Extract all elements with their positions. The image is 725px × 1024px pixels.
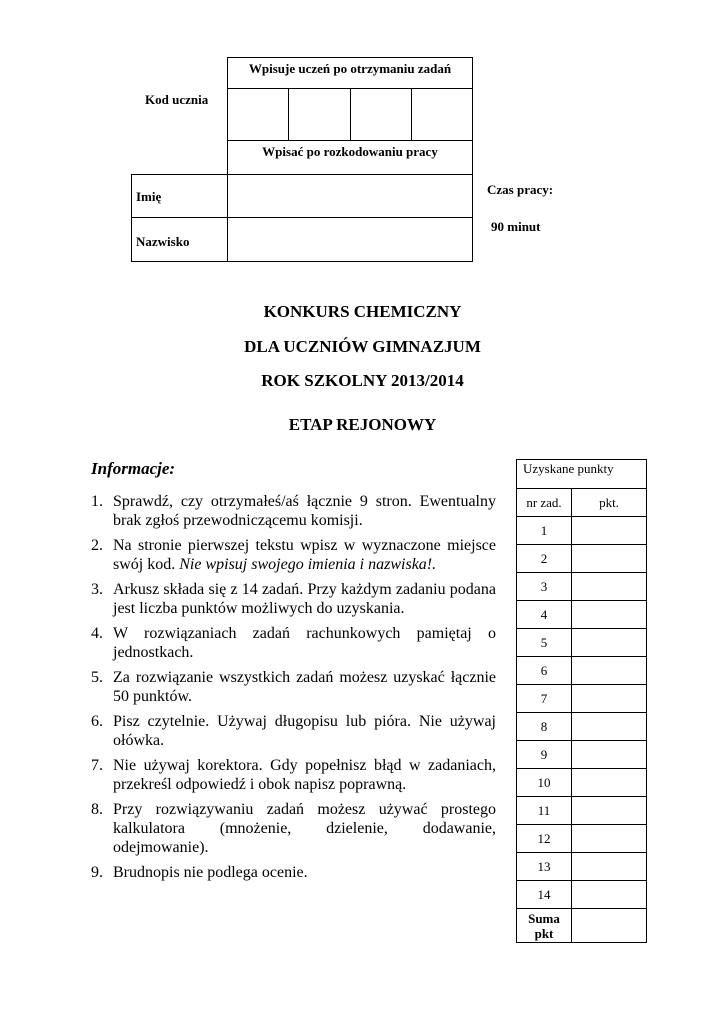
code-input-cell[interactable] (412, 89, 472, 139)
score-col-task: nr zad. (517, 489, 572, 517)
points-cell[interactable] (572, 713, 647, 741)
score-table (516, 459, 647, 943)
list-item: 8. Przy rozwiązywaniu zadań możesz używać prostego kalkulatora (mnożenie, dzielenie, dodawanie, odejmowanie). (91, 801, 496, 856)
points-cell[interactable] (572, 741, 647, 769)
table-row: 12 (517, 825, 647, 853)
points-cell[interactable] (572, 825, 647, 853)
sum-label: Suma pkt (517, 909, 572, 943)
info-heading: Informacje: (91, 459, 176, 478)
info-list (91, 492, 496, 888)
imie-label: Imię (136, 189, 162, 204)
title-line-3: ROK SZKOLNY 2013/2014 (261, 371, 464, 390)
points-cell[interactable] (572, 545, 647, 573)
points-cell[interactable] (572, 601, 647, 629)
table-row: 2 (517, 545, 647, 573)
points-cell[interactable] (572, 517, 647, 545)
points-cell[interactable] (572, 881, 647, 909)
code-input-cell[interactable] (351, 89, 410, 139)
table-row: 14 (517, 881, 647, 909)
code-box-bottom-label: Wpisać po rozkodowaniu pracy (262, 144, 438, 159)
czas-pracy-label: Czas pracy: (487, 182, 554, 197)
nazwisko-field[interactable] (228, 218, 472, 261)
table-row: 4 (517, 601, 647, 629)
points-cell[interactable] (572, 657, 647, 685)
table-row: 7 (517, 685, 647, 713)
table-row: 6 (517, 657, 647, 685)
points-cell[interactable] (572, 629, 647, 657)
table-row: 3 (517, 573, 647, 601)
table-row: 11 (517, 797, 647, 825)
table-row: 5 (517, 629, 647, 657)
score-col-points: pkt. (572, 489, 647, 517)
title-line-2: DLA UCZNIÓW GIMNAZJUM (244, 337, 481, 356)
table-row: 13 (517, 853, 647, 881)
list-item: 6. Pisz czytelnie. Używaj długopisu lub pióra. Nie używaj ołówka. (91, 713, 496, 749)
list-item: 9. Brudnopis nie podlega ocenie. (91, 864, 308, 881)
points-cell[interactable] (572, 685, 647, 713)
imie-field[interactable] (228, 175, 472, 217)
points-cell[interactable] (572, 797, 647, 825)
table-row: 9 (517, 741, 647, 769)
nazwisko-label: Nazwisko (136, 234, 190, 249)
list-item: 5. Za rozwiązanie wszystkich zadań możesz uzyskać łącznie 50 punktów. (91, 669, 496, 705)
table-row: 1 (517, 517, 647, 545)
list-item: 4. W rozwiązaniach zadań rachunkowych pamiętaj o jednostkach. (91, 625, 496, 661)
list-item: 1. Sprawdź, czy otrzymałeś/aś łącznie 9 stron. Ewentualny brak zgłoś przewodniczącemu komisji. (91, 493, 496, 529)
code-input-cell[interactable] (289, 89, 349, 139)
stage-title: ETAP REJONOWY (288, 415, 437, 434)
list-item: 2. Na stronie pierwszej tekstu wpisz w wyznaczone miejsce swój kod. Nie wpisuj swojego imienia i nazwiska!. (91, 537, 496, 573)
points-cell[interactable] (572, 573, 647, 601)
points-cell[interactable] (572, 853, 647, 881)
score-caption: Uzyskane punkty (517, 460, 647, 489)
table-row: 10 (517, 769, 647, 797)
kod-ucznia-label: Kod ucznia (145, 92, 209, 107)
sum-row (517, 909, 647, 943)
sum-points-cell[interactable] (572, 909, 647, 943)
code-input-cell[interactable] (228, 89, 287, 139)
list-item: 3. Arkusz składa się z 14 zadań. Przy każdym zadaniu podana jest liczba punktów możliwych do uzyskania. (91, 581, 496, 617)
table-row: 8 (517, 713, 647, 741)
list-item: 7. Nie używaj korektora. Gdy popełnisz błąd w zadaniach, przekreśl odpowiedź i obok napisz poprawną. (91, 757, 496, 793)
title-line-1: KONKURS CHEMICZNY (263, 302, 462, 321)
czas-pracy-value: 90 minut (491, 219, 541, 234)
code-box-top-label: Wpisuje uczeń po otrzymaniu zadań (248, 61, 452, 76)
points-cell[interactable] (572, 769, 647, 797)
